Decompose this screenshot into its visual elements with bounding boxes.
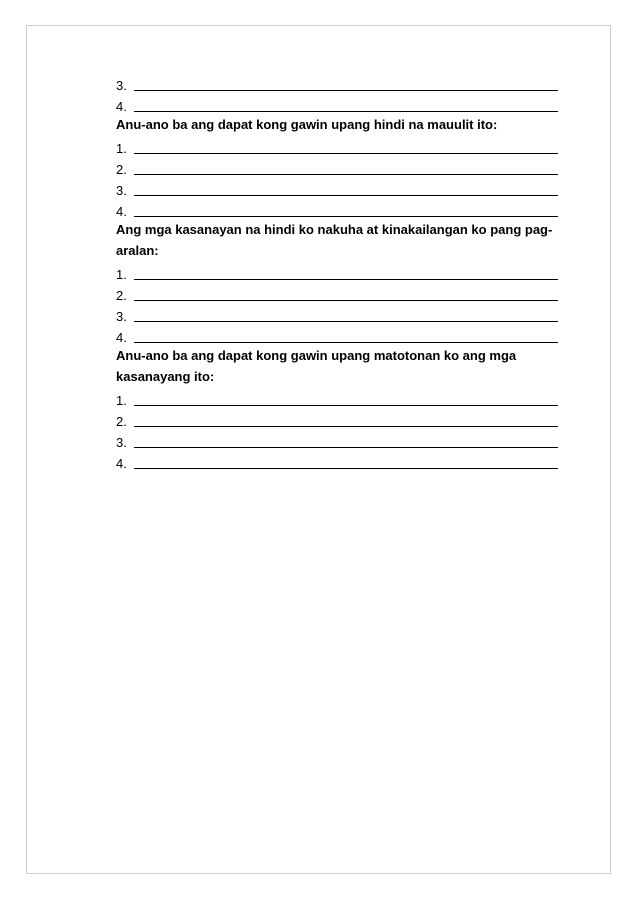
skills-line-2[interactable] <box>116 282 558 303</box>
learn-line-4[interactable] <box>116 450 558 471</box>
item-number: 2. <box>116 414 127 429</box>
prevent-line-3[interactable] <box>116 177 558 198</box>
skills-line-4[interactable] <box>116 324 558 345</box>
learn-line-3[interactable] <box>116 429 558 450</box>
learn-line-2[interactable] <box>116 408 558 429</box>
item-number: 4. <box>116 330 127 345</box>
item-number: 3. <box>116 435 127 450</box>
item-number: 1. <box>116 141 127 156</box>
answer-blank[interactable] <box>134 267 558 280</box>
item-number: 3. <box>116 183 127 198</box>
answer-blank[interactable] <box>134 309 558 322</box>
item-number: 4. <box>116 456 127 471</box>
prevent-line-2[interactable] <box>116 156 558 177</box>
skills-line-1[interactable] <box>116 261 558 282</box>
learn-line-1[interactable] <box>116 387 558 408</box>
learn-heading-line1: Anu-ano ba ang dapat kong gawin upang matotonan ko ang mga <box>116 348 517 363</box>
item-number: 3. <box>116 309 127 324</box>
answer-blank[interactable] <box>134 183 558 196</box>
item-number: 4. <box>116 204 127 219</box>
answer-blank[interactable] <box>134 141 558 154</box>
skills-line-3[interactable] <box>116 303 558 324</box>
answer-blank[interactable] <box>134 435 558 448</box>
item-number: 3. <box>116 78 127 93</box>
answer-line-3[interactable] <box>116 72 558 93</box>
item-number: 2. <box>116 288 127 303</box>
learn-heading-line2: kasanayang ito: <box>116 369 215 384</box>
answer-blank[interactable] <box>134 414 558 427</box>
item-number: 4. <box>116 99 127 114</box>
answer-blank[interactable] <box>134 393 558 406</box>
answer-blank[interactable] <box>134 99 558 112</box>
answer-blank[interactable] <box>134 204 558 217</box>
skills-heading-line2: aralan: <box>116 243 159 258</box>
answer-blank[interactable] <box>134 78 558 91</box>
answer-blank[interactable] <box>134 330 558 343</box>
item-number: 2. <box>116 162 127 177</box>
worksheet-content <box>116 72 558 471</box>
item-number: 1. <box>116 267 127 282</box>
answer-blank[interactable] <box>134 162 558 175</box>
prevent-line-4[interactable] <box>116 198 558 219</box>
prevent-heading: Anu-ano ba ang dapat kong gawin upang hindi na mauulit ito: <box>116 117 498 132</box>
prevent-line-1[interactable] <box>116 135 558 156</box>
answer-blank[interactable] <box>134 456 558 469</box>
item-number: 1. <box>116 393 127 408</box>
answer-line-4[interactable] <box>116 93 558 114</box>
skills-heading-line1: Ang mga kasanayan na hindi ko nakuha at kinakailangan ko pang pag- <box>116 222 553 237</box>
answer-blank[interactable] <box>134 288 558 301</box>
